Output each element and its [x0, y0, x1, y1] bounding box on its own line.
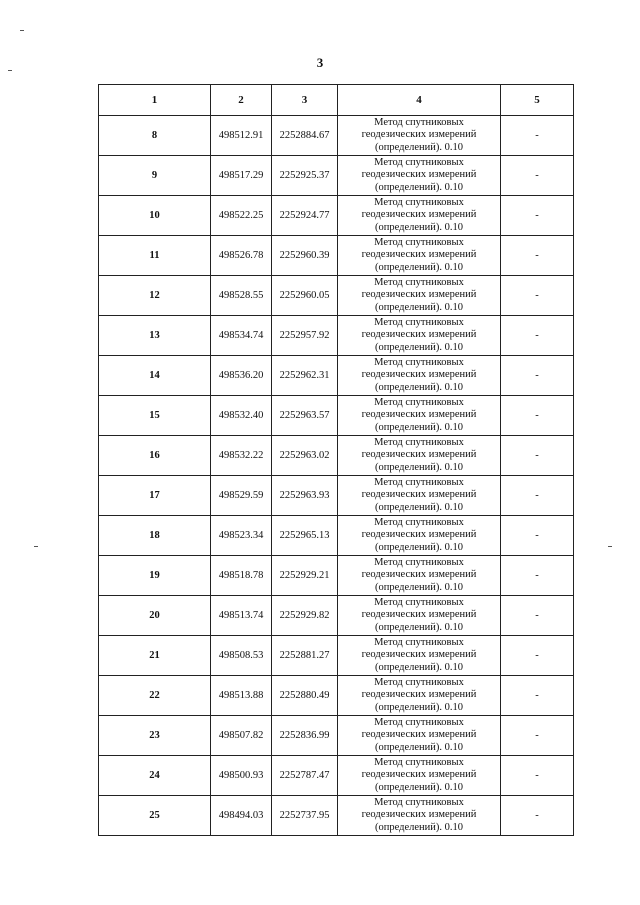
x-coordinate-cell: 498512.91 — [211, 116, 272, 156]
method-line: (определений). 0.10 — [374, 261, 464, 273]
method-line: (определений). 0.10 — [374, 221, 464, 233]
y-coordinate-cell: 2252963.02 — [272, 436, 338, 476]
method-line: геодезических измерений — [361, 649, 477, 661]
table-row — [99, 556, 574, 596]
method-line: (определений). 0.10 — [374, 741, 464, 753]
method-cell — [338, 276, 501, 316]
table-row — [99, 596, 574, 636]
y-coordinate-cell: 2252957.92 — [272, 316, 338, 356]
table-row — [99, 716, 574, 756]
method-line: геодезических измерений — [361, 809, 477, 821]
method-line: геодезических измерений — [361, 369, 477, 381]
x-coordinate-cell: 498513.88 — [211, 676, 272, 716]
table-row — [99, 356, 574, 396]
method-line: Метод спутниковых — [374, 436, 464, 448]
column-5-cell: - — [501, 756, 574, 796]
table-row — [99, 436, 574, 476]
method-line: геодезических измерений — [361, 489, 477, 501]
column-5-cell: - — [501, 596, 574, 636]
method-cell — [338, 396, 501, 436]
scan-mark — [8, 70, 12, 71]
method-line: геодезических измерений — [361, 409, 477, 421]
method-cell — [338, 436, 501, 476]
table-row — [99, 316, 574, 356]
column-5-cell: - — [501, 716, 574, 756]
table-row — [99, 796, 574, 836]
y-coordinate-cell: 2252924.77 — [272, 196, 338, 236]
column-5-cell: - — [501, 116, 574, 156]
column-5-cell: - — [501, 676, 574, 716]
column-5-cell: - — [501, 156, 574, 196]
method-line: (определений). 0.10 — [374, 661, 464, 673]
method-line: геодезических измерений — [361, 729, 477, 741]
column-5-cell: - — [501, 196, 574, 236]
y-coordinate-cell: 2252929.82 — [272, 596, 338, 636]
method-line: геодезических измерений — [361, 329, 477, 341]
table-row — [99, 636, 574, 676]
column-5-cell: - — [501, 356, 574, 396]
column-5-cell: - — [501, 796, 574, 836]
method-cell — [338, 516, 501, 556]
method-line: геодезических измерений — [361, 129, 477, 141]
method-line: Метод спутниковых — [374, 676, 464, 688]
table-header-row — [99, 85, 574, 116]
method-line: Метод спутниковых — [374, 516, 464, 528]
table-row — [99, 396, 574, 436]
method-cell — [338, 316, 501, 356]
y-coordinate-cell: 2252884.67 — [272, 116, 338, 156]
y-coordinate-cell: 2252960.39 — [272, 236, 338, 276]
method-line: (определений). 0.10 — [374, 181, 464, 193]
method-line: Метод спутниковых — [374, 476, 464, 488]
method-line: геодезических измерений — [361, 169, 477, 181]
y-coordinate-cell: 2252836.99 — [272, 716, 338, 756]
point-number-cell: 9 — [99, 156, 211, 196]
column-header: 2 — [211, 85, 272, 116]
scan-mark — [20, 30, 24, 31]
point-number-cell: 8 — [99, 116, 211, 156]
column-5-cell: - — [501, 436, 574, 476]
point-number-cell: 23 — [99, 716, 211, 756]
table-row — [99, 276, 574, 316]
method-line: геодезических измерений — [361, 249, 477, 261]
x-coordinate-cell: 498528.55 — [211, 276, 272, 316]
y-coordinate-cell: 2252965.13 — [272, 516, 338, 556]
method-line: геодезических измерений — [361, 529, 477, 541]
method-cell — [338, 156, 501, 196]
x-coordinate-cell: 498522.25 — [211, 196, 272, 236]
method-cell — [338, 476, 501, 516]
method-cell — [338, 676, 501, 716]
method-line: (определений). 0.10 — [374, 501, 464, 513]
point-number-cell: 12 — [99, 276, 211, 316]
x-coordinate-cell: 498532.40 — [211, 396, 272, 436]
method-cell — [338, 356, 501, 396]
x-coordinate-cell: 498494.03 — [211, 796, 272, 836]
method-line: геодезических измерений — [361, 689, 477, 701]
column-5-cell: - — [501, 236, 574, 276]
y-coordinate-cell: 2252963.57 — [272, 396, 338, 436]
method-cell — [338, 236, 501, 276]
method-line: Метод спутниковых — [374, 636, 464, 648]
coordinates-table — [98, 84, 574, 836]
x-coordinate-cell: 498534.74 — [211, 316, 272, 356]
point-number-cell: 20 — [99, 596, 211, 636]
method-line: Метод спутниковых — [374, 196, 464, 208]
point-number-cell: 22 — [99, 676, 211, 716]
method-line: (определений). 0.10 — [374, 621, 464, 633]
method-cell — [338, 716, 501, 756]
method-line: (определений). 0.10 — [374, 821, 464, 833]
x-coordinate-cell: 498500.93 — [211, 756, 272, 796]
x-coordinate-cell: 498513.74 — [211, 596, 272, 636]
table-row — [99, 156, 574, 196]
column-5-cell: - — [501, 476, 574, 516]
y-coordinate-cell: 2252880.49 — [272, 676, 338, 716]
point-number-cell: 21 — [99, 636, 211, 676]
method-line: Метод спутниковых — [374, 316, 464, 328]
table-row — [99, 236, 574, 276]
method-cell — [338, 636, 501, 676]
column-header: 3 — [272, 85, 338, 116]
y-coordinate-cell: 2252929.21 — [272, 556, 338, 596]
x-coordinate-cell: 498518.78 — [211, 556, 272, 596]
column-5-cell: - — [501, 556, 574, 596]
column-5-cell: - — [501, 276, 574, 316]
x-coordinate-cell: 498532.22 — [211, 436, 272, 476]
point-number-cell: 19 — [99, 556, 211, 596]
method-line: Метод спутниковых — [374, 596, 464, 608]
point-number-cell: 25 — [99, 796, 211, 836]
method-line: (определений). 0.10 — [374, 381, 464, 393]
method-line: (определений). 0.10 — [374, 301, 464, 313]
method-line: (определений). 0.10 — [374, 781, 464, 793]
method-cell — [338, 756, 501, 796]
y-coordinate-cell: 2252737.95 — [272, 796, 338, 836]
point-number-cell: 14 — [99, 356, 211, 396]
scan-mark — [34, 546, 38, 547]
table-row — [99, 476, 574, 516]
x-coordinate-cell: 498526.78 — [211, 236, 272, 276]
point-number-cell: 15 — [99, 396, 211, 436]
method-line: Метод спутниковых — [374, 756, 464, 768]
method-line: Метод спутниковых — [374, 396, 464, 408]
method-line: Метод спутниковых — [374, 116, 464, 128]
method-cell — [338, 196, 501, 236]
method-cell — [338, 596, 501, 636]
point-number-cell: 16 — [99, 436, 211, 476]
column-5-cell: - — [501, 316, 574, 356]
point-number-cell: 11 — [99, 236, 211, 276]
method-line: Метод спутниковых — [374, 156, 464, 168]
scan-mark — [608, 546, 612, 547]
y-coordinate-cell: 2252881.27 — [272, 636, 338, 676]
method-line: Метод спутниковых — [374, 556, 464, 568]
method-line: (определений). 0.10 — [374, 341, 464, 353]
method-line: геодезических измерений — [361, 569, 477, 581]
y-coordinate-cell: 2252962.31 — [272, 356, 338, 396]
point-number-cell: 24 — [99, 756, 211, 796]
point-number-cell: 10 — [99, 196, 211, 236]
table-row — [99, 116, 574, 156]
method-line: Метод спутниковых — [374, 236, 464, 248]
method-cell — [338, 116, 501, 156]
table-row — [99, 676, 574, 716]
x-coordinate-cell: 498517.29 — [211, 156, 272, 196]
method-line: (определений). 0.10 — [374, 701, 464, 713]
method-line: (определений). 0.10 — [374, 461, 464, 473]
point-number-cell: 17 — [99, 476, 211, 516]
column-5-cell: - — [501, 516, 574, 556]
y-coordinate-cell: 2252787.47 — [272, 756, 338, 796]
column-5-cell: - — [501, 396, 574, 436]
column-header: 1 — [99, 85, 211, 116]
point-number-cell: 18 — [99, 516, 211, 556]
y-coordinate-cell: 2252925.37 — [272, 156, 338, 196]
method-cell — [338, 796, 501, 836]
x-coordinate-cell: 498508.53 — [211, 636, 272, 676]
method-line: геодезических измерений — [361, 769, 477, 781]
y-coordinate-cell: 2252960.05 — [272, 276, 338, 316]
x-coordinate-cell: 498529.59 — [211, 476, 272, 516]
x-coordinate-cell: 498523.34 — [211, 516, 272, 556]
method-line: (определений). 0.10 — [374, 421, 464, 433]
method-line: геодезических измерений — [361, 449, 477, 461]
method-line: Метод спутниковых — [374, 276, 464, 288]
column-header: 4 — [338, 85, 501, 116]
x-coordinate-cell: 498536.20 — [211, 356, 272, 396]
table-row — [99, 756, 574, 796]
method-line: (определений). 0.10 — [374, 541, 464, 553]
point-number-cell: 13 — [99, 316, 211, 356]
method-cell — [338, 556, 501, 596]
method-line: Метод спутниковых — [374, 716, 464, 728]
method-line: (определений). 0.10 — [374, 141, 464, 153]
x-coordinate-cell: 498507.82 — [211, 716, 272, 756]
method-line: Метод спутниковых — [374, 356, 464, 368]
method-line: Метод спутниковых — [374, 796, 464, 808]
column-header: 5 — [501, 85, 574, 116]
method-line: геодезических измерений — [361, 289, 477, 301]
method-line: геодезических измерений — [361, 209, 477, 221]
method-line: (определений). 0.10 — [374, 581, 464, 593]
page-number: 3 — [316, 55, 324, 70]
method-line: геодезических измерений — [361, 609, 477, 621]
table-row — [99, 516, 574, 556]
y-coordinate-cell: 2252963.93 — [272, 476, 338, 516]
table-row — [99, 196, 574, 236]
column-5-cell: - — [501, 636, 574, 676]
